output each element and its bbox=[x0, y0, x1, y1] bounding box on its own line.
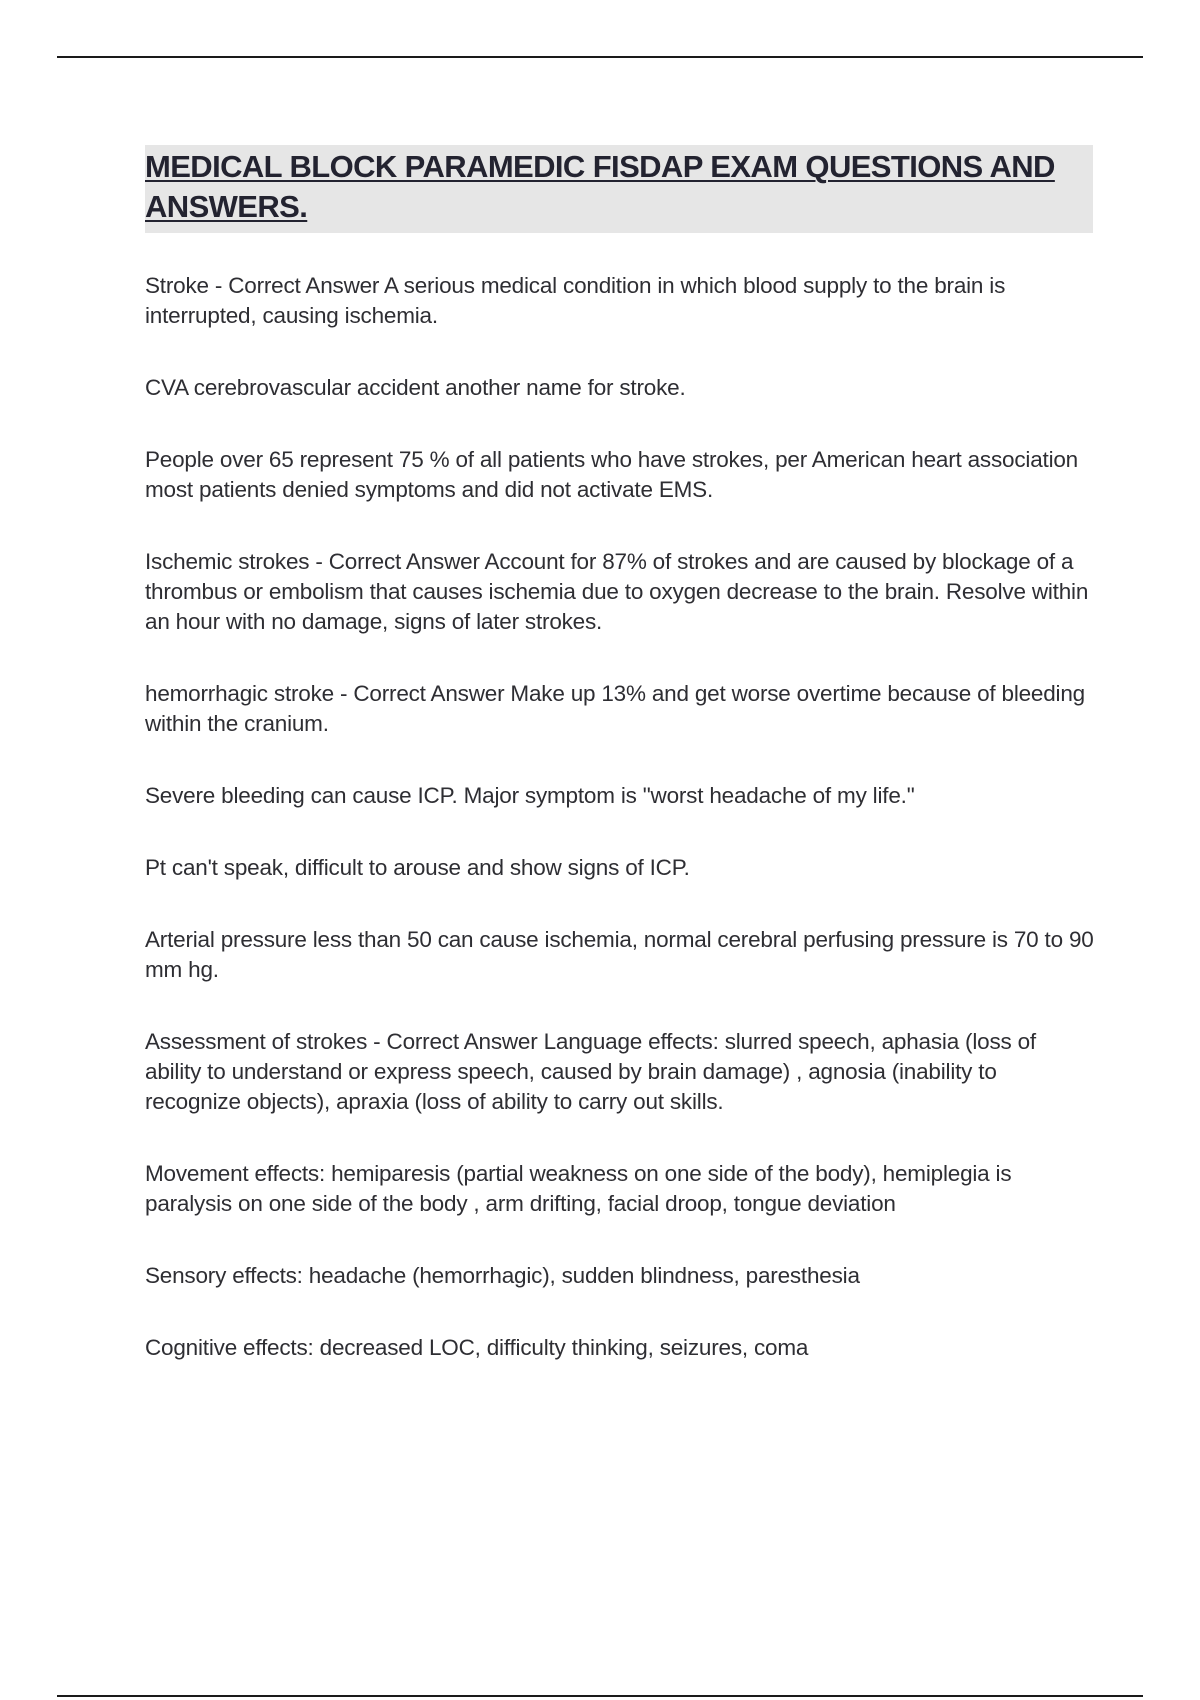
entry-ischemic-strokes: Ischemic strokes - Correct Answer Account for 87% of strokes and are caused by blockage of a thrombus or embolism that causes ischemia due to oxygen decrease to the brain. Resolve within an hour with no damage, signs of later strokes. bbox=[145, 549, 1089, 634]
footer-rule bbox=[57, 1695, 1143, 1697]
entry-severe-bleeding: Severe bleeding can cause ICP. Major symptom is "worst headache of my life." bbox=[145, 783, 915, 808]
entry-assessment-of-strokes: Assessment of strokes - Correct Answer Language effects: slurred speech, aphasia (loss of ability to understand or express speech, caused by brain damage) , agnosia (inability to recognize objects), apraxia (loss of ability to carry out skills. bbox=[145, 1029, 1036, 1114]
entry-arterial-pressure: Arterial pressure less than 50 can cause ischemia, normal cerebral perfusing pressure is 70 to 90 mm hg. bbox=[145, 927, 1094, 982]
entry-list bbox=[145, 271, 1095, 1363]
entry-stroke: Stroke - Correct Answer A serious medical condition in which blood supply to the brain is interrupted, causing ischemia. bbox=[145, 273, 1006, 328]
entry-people-over-65: People over 65 represent 75 % of all patients who have strokes, per American heart association most patients denied symptoms and did not activate EMS. bbox=[145, 447, 1078, 502]
header-rule bbox=[57, 56, 1143, 58]
entry-movement-effects: Movement effects: hemiparesis (partial weakness on one side of the body), hemiplegia is paralysis on one side of the body , arm drifting, facial droop, tongue deviation bbox=[145, 1161, 1012, 1216]
entry-hemorrhagic-stroke: hemorrhagic stroke - Correct Answer Make up 13% and get worse overtime because of bleeding within the cranium. bbox=[145, 681, 1085, 736]
entry-cva: CVA cerebrovascular accident another name for stroke. bbox=[145, 375, 686, 400]
document-body bbox=[145, 145, 1095, 1405]
title-highlight bbox=[145, 145, 1093, 233]
entry-cognitive-effects: Cognitive effects: decreased LOC, difficulty thinking, seizures, coma bbox=[145, 1335, 809, 1360]
document-title: MEDICAL BLOCK PARAMEDIC FISDAP EXAM QUESTIONS AND ANSWERS. bbox=[145, 149, 1055, 224]
entry-sensory-effects: Sensory effects: headache (hemorrhagic), sudden blindness, paresthesia bbox=[145, 1263, 860, 1288]
entry-pt-cant-speak: Pt can't speak, difficult to arouse and show signs of ICP. bbox=[145, 855, 690, 880]
